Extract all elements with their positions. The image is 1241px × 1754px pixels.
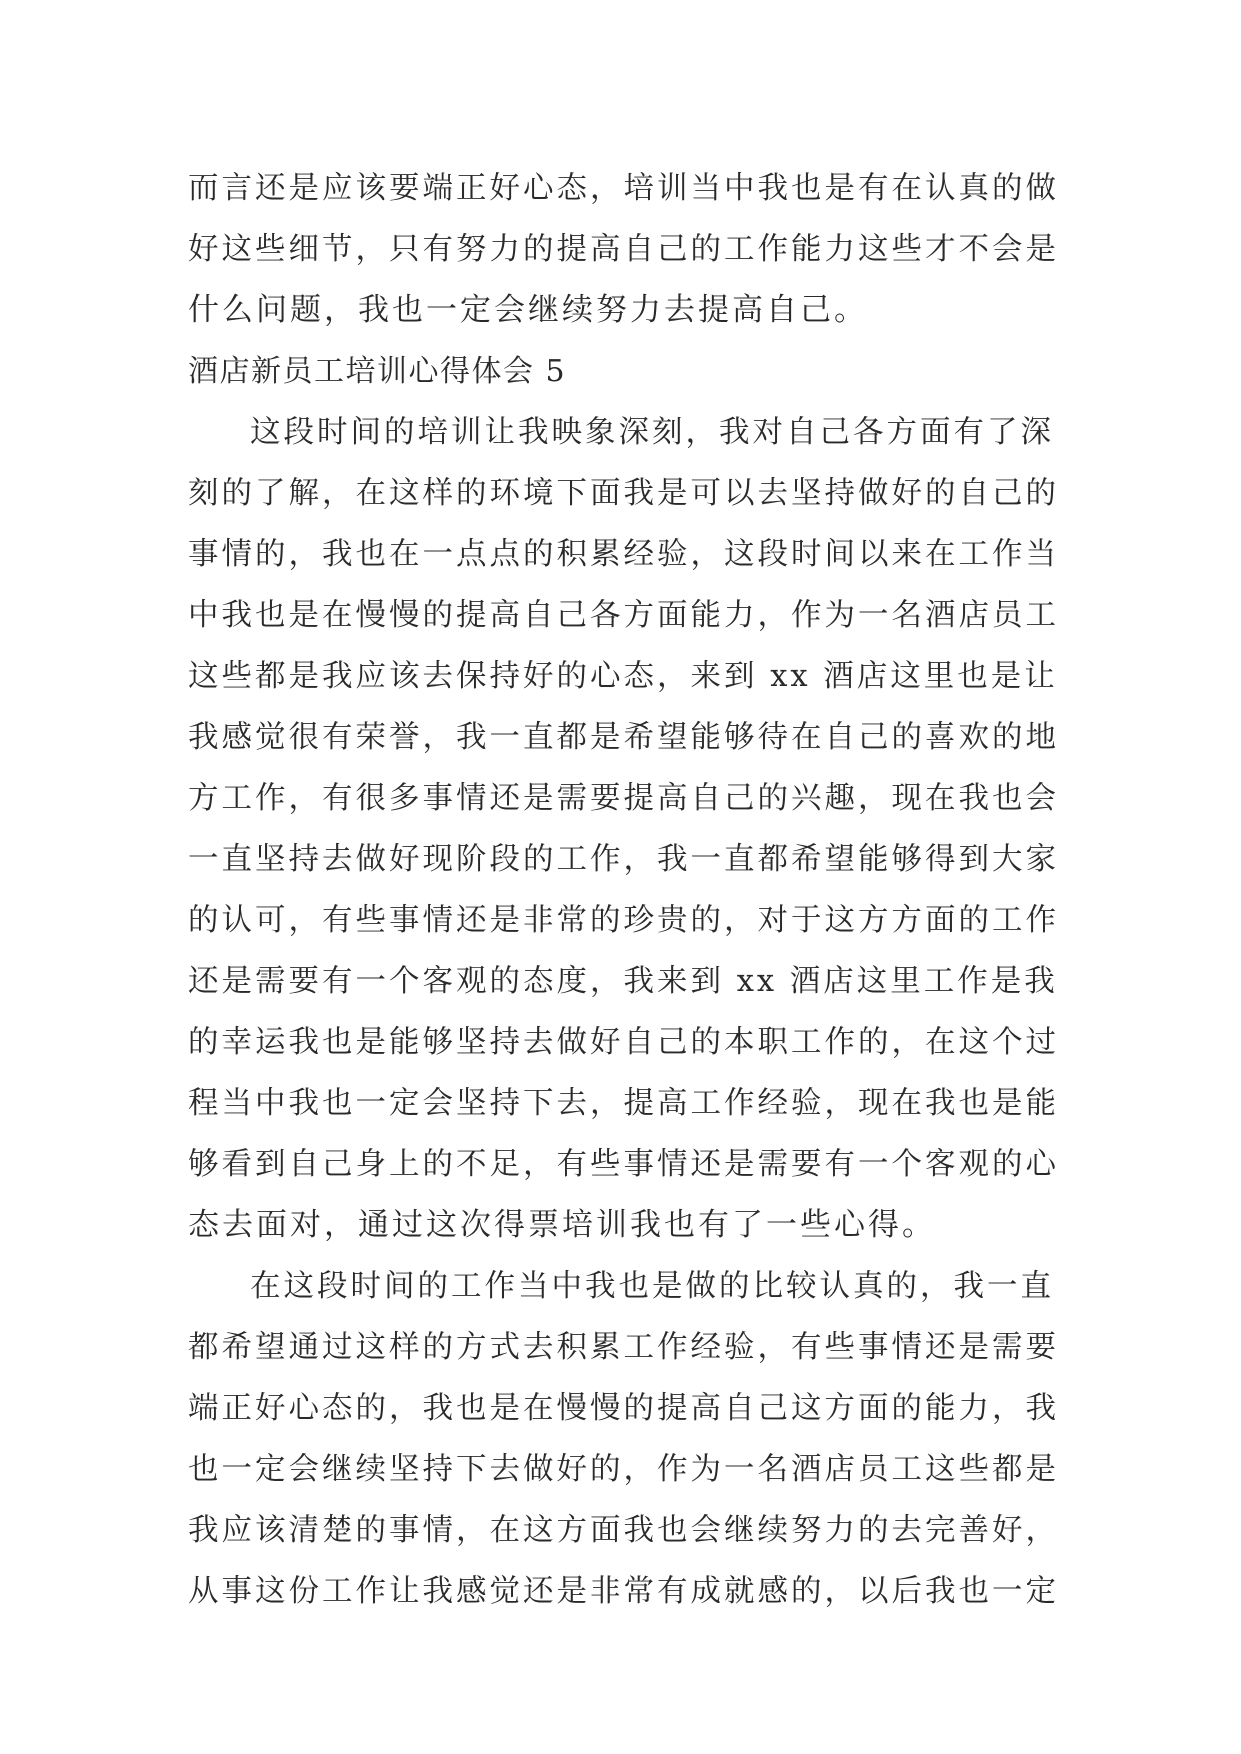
- text-line: 我应该清楚的事情，在这方面我也会继续努力的去完善好，: [188, 1513, 1059, 1548]
- text-line: 好这些细节，只有努力的提高自己的工作能力这些才不会是: [188, 232, 1059, 267]
- text-line: 从事这份工作让我感觉还是非常有成就感的，以后我也一定: [188, 1574, 1059, 1609]
- section-heading: 酒店新员工培训心得体会 5: [188, 354, 567, 389]
- text-line: 的认可，有些事情还是非常的珍贵的，对于这方方面的工作: [188, 903, 1059, 938]
- text-line: 这段时间的培训让我映象深刻，我对自己各方面有了深: [250, 415, 1054, 450]
- text-line: 都希望通过这样的方式去积累工作经验，有些事情还是需要: [188, 1330, 1059, 1365]
- text-line: 够看到自己身上的不足，有些事情还是需要有一个客观的心: [188, 1147, 1059, 1182]
- text-line: 什么问题，我也一定会继续努力去提高自己。: [188, 292, 868, 328]
- text-line: 这些都是我应该去保持好的心态，来到 xx 酒店这里也是让: [188, 659, 1058, 694]
- document-body: [188, 158, 1058, 1622]
- text-line: 刻的了解，在这样的环境下面我是可以去坚持做好的自己的: [188, 476, 1059, 511]
- text-line: 我感觉很有荣誉，我一直都是希望能够待在自己的喜欢的地: [188, 720, 1059, 755]
- text-line: 在这段时间的工作当中我也是做的比较认真的，我一直: [250, 1269, 1054, 1304]
- text-line: 还是需要有一个客观的态度，我来到 xx 酒店这里工作是我: [188, 964, 1058, 999]
- text-line: 事情的，我也在一点点的积累经验，这段时间以来在工作当: [188, 537, 1059, 572]
- text-line: 也一定会继续坚持下去做好的，作为一名酒店员工这些都是: [188, 1452, 1059, 1487]
- text-line: 一直坚持去做好现阶段的工作，我一直都希望能够得到大家: [188, 842, 1059, 877]
- text-line: 态去面对，通过这次得票培训我也有了一些心得。: [188, 1207, 936, 1243]
- text-line: 方工作，有很多事情还是需要提高自己的兴趣，现在我也会: [188, 781, 1059, 816]
- text-line: 而言还是应该要端正好心态，培训当中我也是有在认真的做: [188, 171, 1059, 206]
- text-line: 的幸运我也是能够坚持去做好自己的本职工作的，在这个过: [188, 1025, 1059, 1060]
- text-line: 程当中我也一定会坚持下去，提高工作经验，现在我也是能: [188, 1086, 1059, 1121]
- text-line: 中我也是在慢慢的提高自己各方面能力，作为一名酒店员工: [188, 598, 1059, 633]
- text-line: 端正好心态的，我也是在慢慢的提高自己这方面的能力，我: [188, 1391, 1059, 1426]
